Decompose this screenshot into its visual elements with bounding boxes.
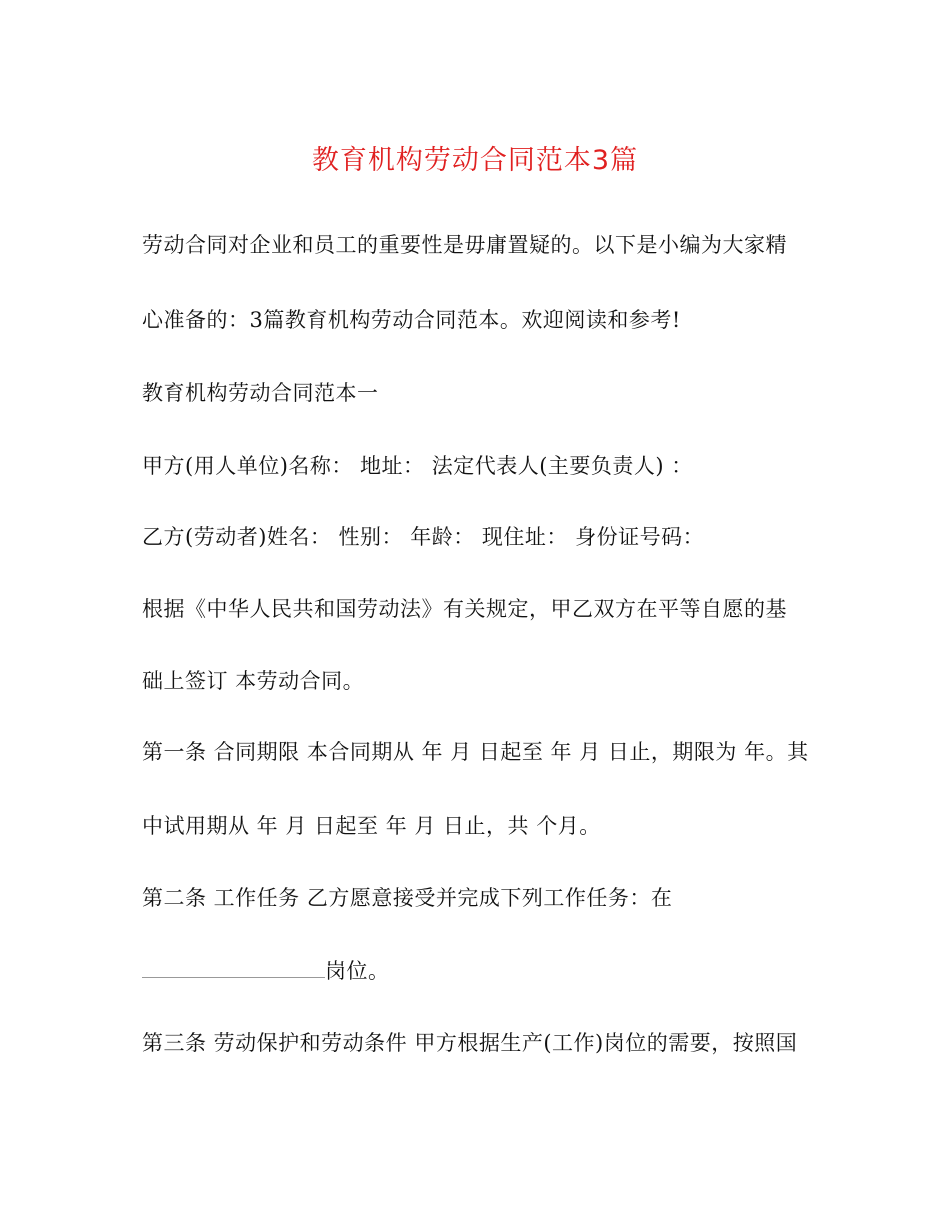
paragraph-line: 根据《中华人民共和国劳动法》有关规定，甲乙双方在平等自愿的基 (142, 597, 787, 621)
paragraph-line: 心准备的：3篇教育机构劳动合同范本。欢迎阅读和参考! (142, 308, 681, 332)
article-two-line: 第二条 工作任务 乙方愿意接受并完成下列工作任务：在 (142, 886, 673, 910)
paragraph-line: 础上签订 本劳动合同。 (142, 669, 365, 693)
paragraph-line: 劳动合同对企业和员工的重要性是毋庸置疑的。以下是小编为大家精 (142, 233, 787, 257)
party-b-line: 乙方(劳动者)姓名： 性别： 年龄： 现住址： 身份证号码： (142, 525, 705, 549)
fill-in-blank (142, 955, 325, 978)
document-title: 教育机构劳动合同范本3篇 (311, 145, 639, 176)
article-three-line: 第三条 劳动保护和劳动条件 甲方根据生产(工作)岗位的需要，按照国 (142, 1031, 798, 1055)
paragraph-line: 中试用期从 年 月 日起至 年 月 日止，共 个月。 (142, 814, 601, 838)
section-heading: 教育机构劳动合同范本一 (142, 381, 379, 405)
position-line (142, 955, 390, 986)
party-a-line: 甲方(用人单位)名称： 地址： 法定代表人(主要负责人) ： (142, 454, 693, 478)
article-one-line: 第一条 合同期限 本合同期从 年 月 日起至 年 月 日止，期限为 年。其 (142, 740, 809, 764)
position-label: 岗位。 (325, 959, 390, 983)
